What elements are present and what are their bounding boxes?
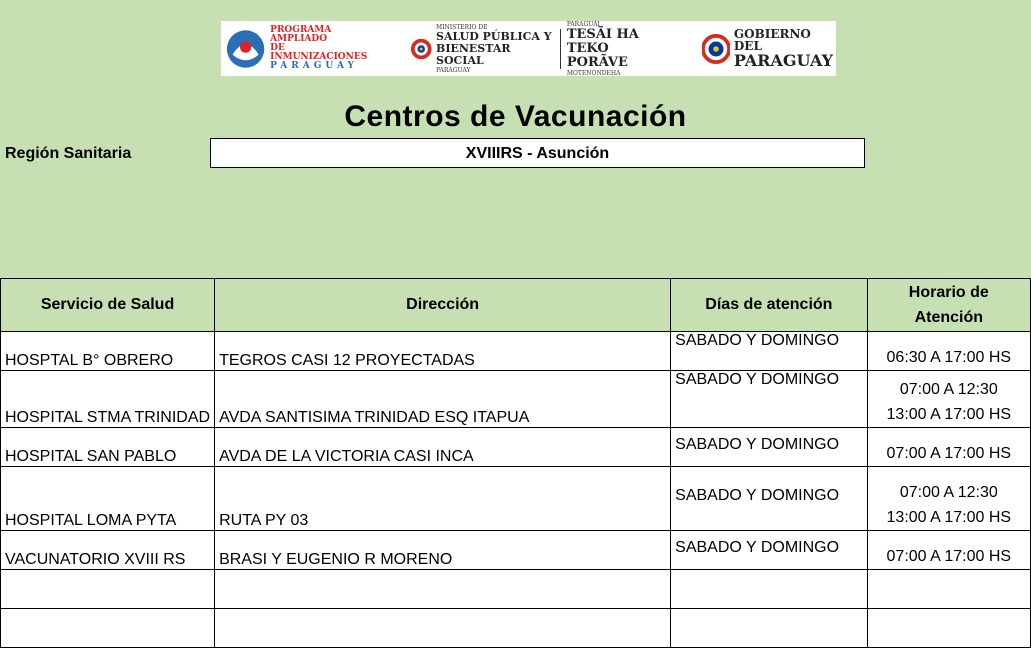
cell-horario — [867, 332, 1030, 371]
cell-servicio: VACUNATORIO XVIII RS — [1, 531, 215, 570]
header-servicio: Servicio de Salud — [1, 279, 215, 332]
cell-dias: SABADO Y DOMINGO — [671, 428, 867, 467]
cell-servicio: HOSPITAL STMA TRINIDAD — [1, 371, 215, 428]
pai-logo — [225, 21, 384, 76]
tesai-logo — [567, 21, 678, 76]
header-dias: Días de atención — [671, 279, 867, 332]
cell-horario — [867, 570, 1030, 609]
cell-servicio: HOSPITAL LOMA PYTA — [1, 467, 215, 531]
cell-horario-line1: 07:00 A 12:30 — [899, 484, 998, 501]
cell-servicio — [1, 609, 215, 648]
vaccination-centers-table — [0, 278, 1031, 648]
tesai-line2: PORÃVE — [566, 54, 628, 70]
cell-horario — [867, 609, 1030, 648]
msp-top: MINISTERIO DE — [436, 23, 488, 31]
cell-dias — [671, 609, 867, 648]
table-row — [1, 609, 1031, 648]
pai-line1: PROGRAMA AMPLIADO — [270, 25, 332, 44]
paraguay-flag-seal-icon — [702, 34, 730, 64]
table-row — [1, 570, 1031, 609]
paraguay-seal-icon — [410, 37, 432, 61]
table-row — [1, 467, 1031, 531]
header-horario — [867, 279, 1030, 332]
msp-line2: BIENESTAR SOCIAL — [436, 41, 511, 67]
msp-logo — [410, 21, 554, 76]
tesai-top: PARAGUÁI — [566, 20, 600, 28]
cell-horario — [867, 531, 1030, 570]
cell-dias: SABADO Y DOMINGO — [671, 332, 867, 371]
cell-direccion: BRASI Y EUGENIO R MORENO — [215, 531, 671, 570]
cell-horario-line2: 13:00 A 17:00 HS — [886, 406, 1012, 423]
cell-direccion — [215, 570, 671, 609]
table-header-row — [1, 279, 1031, 332]
gobierno-logo — [702, 21, 836, 76]
cell-horario — [867, 428, 1030, 467]
pai-line2: DE INMUNIZACIONES — [270, 43, 368, 62]
page-title: Centros de Vacunación — [344, 100, 687, 133]
header-horario-line2: Atención — [914, 309, 984, 326]
logo-banner — [221, 21, 836, 76]
cell-servicio — [1, 570, 215, 609]
cell-dias: SABADO Y DOMINGO — [671, 371, 867, 428]
table-row — [1, 371, 1031, 428]
msp-line1: SALUD PÚBLICA Y — [436, 29, 552, 43]
pai-emblem-icon — [225, 27, 266, 71]
cell-horario — [867, 371, 1030, 428]
cell-horario-line1: 06:30 A 17:00 HS — [886, 349, 1012, 366]
cell-horario-line1: 07:00 A 17:00 HS — [886, 548, 1012, 565]
cell-direccion: RUTA PY 03 — [215, 467, 671, 531]
gobierno-line2: PARAGUAY — [733, 51, 834, 70]
cell-direccion: AVDA SANTISIMA TRINIDAD ESQ ITAPUA — [215, 371, 671, 428]
table-row — [1, 332, 1031, 371]
cell-direccion: AVDA DE LA VICTORIA CASI INCA — [215, 428, 671, 467]
cell-dias — [671, 570, 867, 609]
logo-divider — [560, 29, 561, 69]
cell-horario — [867, 467, 1030, 531]
tesai-bottom: MOTENONDEHA — [566, 69, 621, 77]
cell-servicio: HOSPITAL SAN PABLO — [1, 428, 215, 467]
cell-dias: SABADO Y DOMINGO — [671, 531, 867, 570]
table-row — [1, 531, 1031, 570]
pai-line3: PARAGUAY — [270, 61, 358, 71]
header-horario-line1: Horario de — [908, 284, 989, 301]
msp-bottom: PARAGUAY — [436, 66, 471, 74]
cell-horario-line1: 07:00 A 12:30 — [899, 381, 998, 398]
region-value: XVIIIRS - Asunción — [210, 138, 865, 168]
cell-direccion — [215, 609, 671, 648]
cell-horario-line1: 07:00 A 17:00 HS — [886, 445, 1012, 462]
cell-direccion: TEGROS CASI 12 PROYECTADAS — [215, 332, 671, 371]
gobierno-line1: GOBIERNO DEL — [733, 27, 811, 53]
tesai-line1: TESÃI HA TEKO — [566, 26, 639, 56]
cell-horario-line2: 13:00 A 17:00 HS — [886, 509, 1012, 526]
header-direccion: Dirección — [215, 279, 671, 332]
cell-dias: SABADO Y DOMINGO — [671, 467, 867, 531]
region-label: Región Sanitaria — [5, 145, 132, 162]
table-row — [1, 428, 1031, 467]
cell-servicio: HOSPTAL B° OBRERO — [1, 332, 215, 371]
